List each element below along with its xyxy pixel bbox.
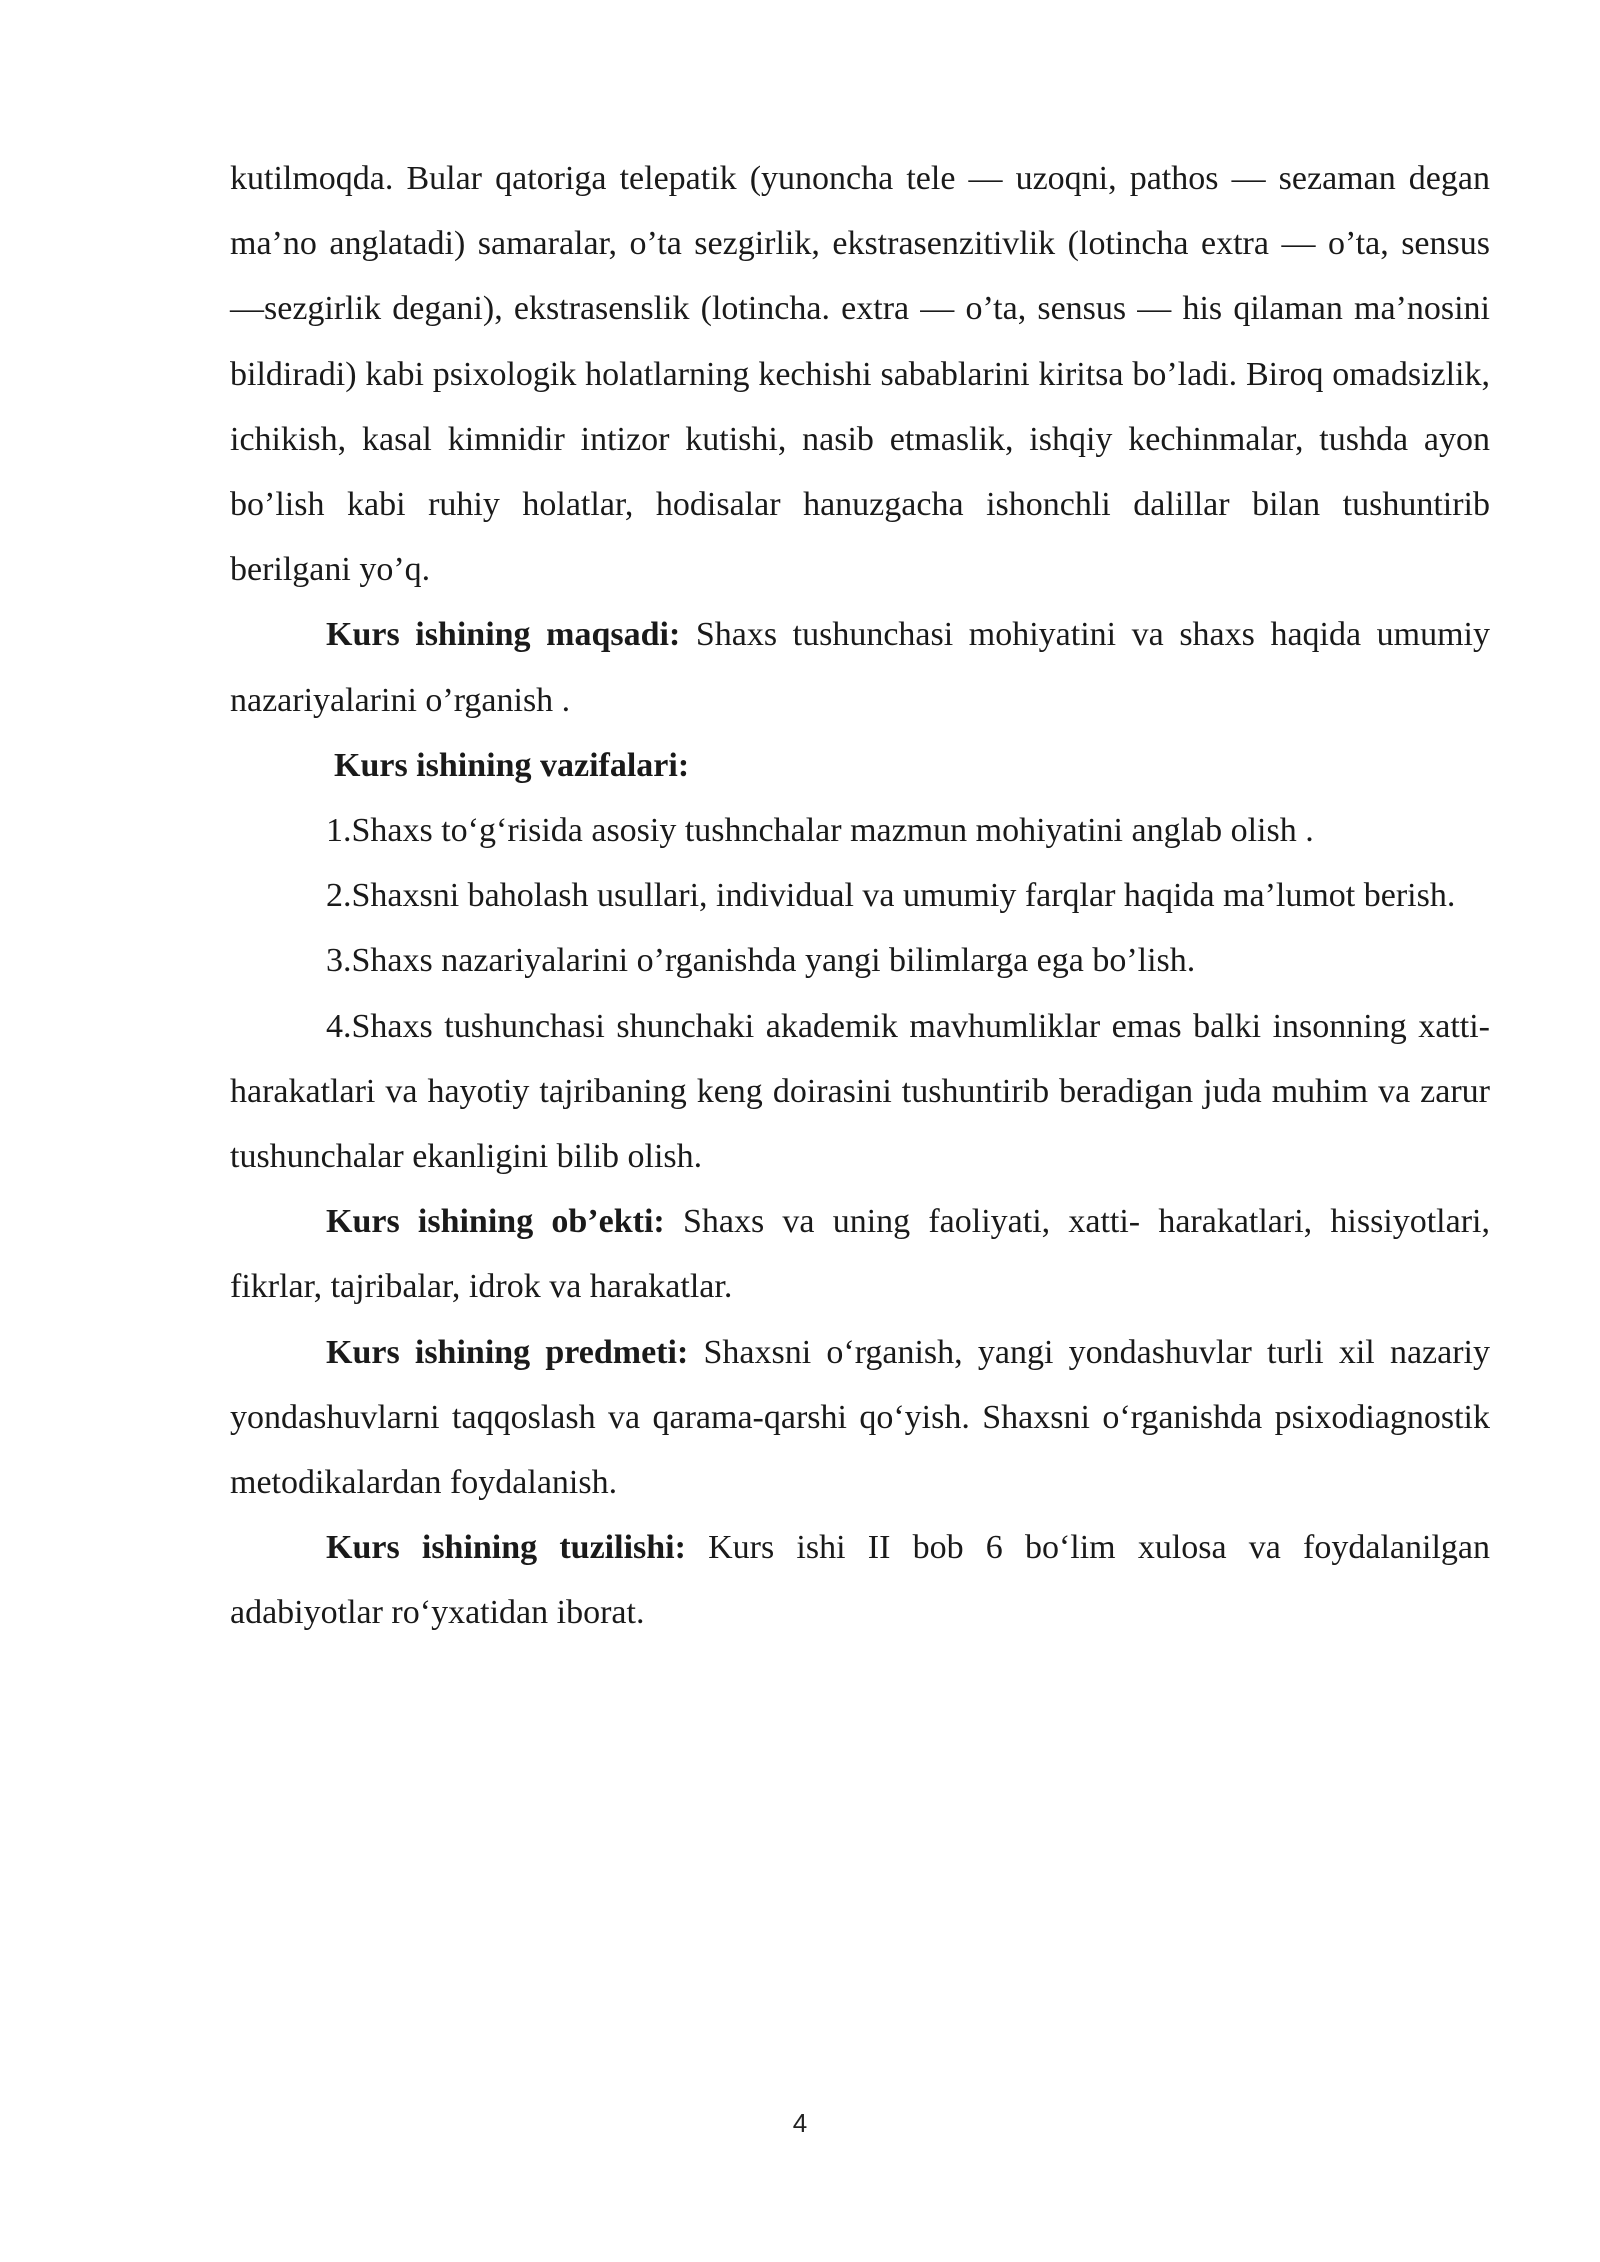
task-item-2: 2.Shaxsni baholash usullari, individual va umumiy farqlar haqida ma’lumot berish.: [326, 877, 1456, 915]
task-item-3: 3.Shaxs nazariyalarini o’rganishda yangi bilimlarga ega bo’lish.: [326, 942, 1196, 980]
tasks-label: Kurs ishining vazifalari:: [334, 746, 690, 784]
paragraph-structure: [230, 1515, 1490, 1645]
subject-label: Kurs ishining predmeti:: [326, 1333, 689, 1371]
paragraph-object: [230, 1189, 1490, 1319]
structure-label: Kurs ishining tuzilishi:: [326, 1529, 686, 1567]
goal-text: Shaxs tushunchasi mohiyatini va shaxs haqida umumiy nazariyalarini o’rganish .: [230, 616, 1490, 719]
paragraph-subject: [230, 1320, 1490, 1516]
object-text: Shaxs va uning faoliyati, xatti- harakatlari, hissiyotlari, fikrlar, tajribalar, idrok va harakatlar.: [230, 1203, 1490, 1306]
subject-text: Shaxsni o‘rganish, yangi yondashuvlar turli xil nazariy yondashuvlarni taqqoslash va qarama-qarshi qo‘yish. Shaxsni o‘rganishda psixodiagnostik metodikalardan foydalanish.: [230, 1333, 1490, 1502]
page-body: [230, 146, 1490, 1646]
task-item-4: 4.Shaxs tushunchasi shunchaki akademik mavhumliklar emas balki insonning xatti-harakatlari va hayotiy tajribaning keng doirasini tushuntirib beradigan juda muhim va zarur tushunchalar ekanligini bilib olish.: [230, 1007, 1490, 1176]
paragraph-goal: [230, 602, 1490, 732]
task-item-1: 1.Shaxs to‘g‘risida asosiy tushnchalar mazmun mohiyatini anglab olish .: [326, 812, 1314, 850]
tasks-heading: [230, 733, 1490, 798]
goal-label: Kurs ishining maqsadi:: [326, 616, 681, 654]
page-number: 4: [792, 2108, 808, 2138]
object-label: Kurs ishining ob’ekti:: [326, 1203, 665, 1241]
paragraph-intro-continuation: kutilmoqda. Bular qatoriga telepatik (yunoncha tele — uzoqni, pathos — sezaman degan ma’no anglatadi) samaralar, o’ta sezgirlik, ekstrasenzitivlik (lotincha extra — o’ta, sensus —sezgirlik degani), ekstrasenslik (lotincha. extra — o’ta, sensus — his qilaman ma’nosini bildiradi) kabi psixologik holatlarning kechishi sabablarini kiritsa bo’ladi. Biroq omadsizlik, ichikish, kasal kimnidir intizor kutishi, nasib etmaslik, ishqiy kechinmalar, tushda ayon bo’lish kabi ruhiy holatlar, hodisalar hanuzgacha ishonchli dalillar bilan tushuntirib berilgani yo’q.: [230, 160, 1490, 589]
structure-text: Kurs ishi II bob 6 bo‘lim xulosa va foydalanilgan adabiyotlar ro‘yxatidan iborat.: [230, 1529, 1490, 1632]
